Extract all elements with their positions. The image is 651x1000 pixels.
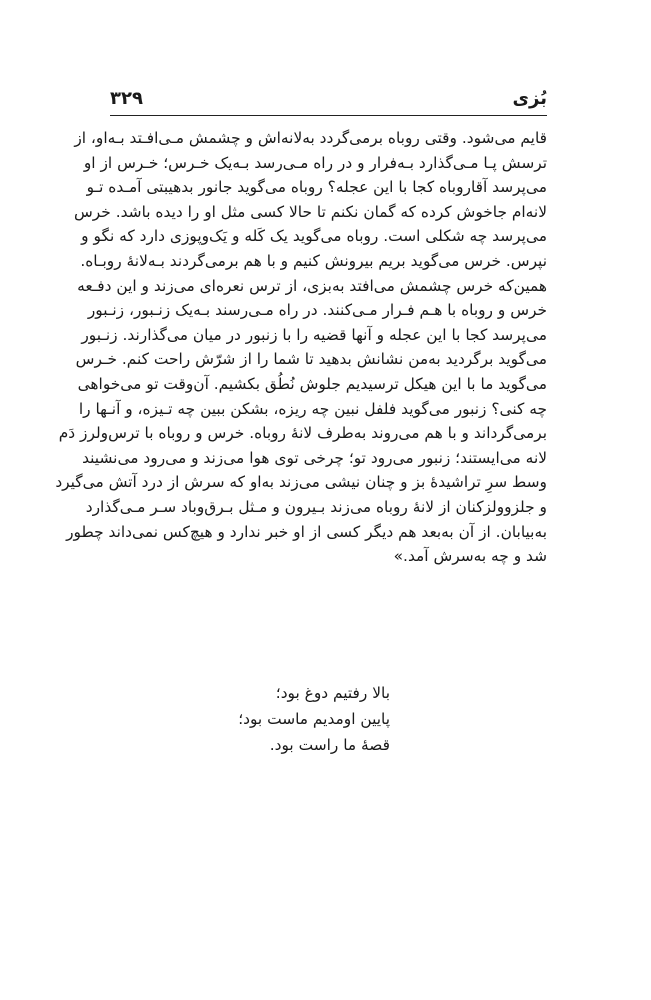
text-line: و جلزوولزکنان از لانهٔ روباه می‌زند بـیرون و مـثل بـرق‌وباد سـر مـی‌گذارد bbox=[85, 497, 547, 516]
text-line: همین‌که خرس چشمش می‌افتد به‌بزی، از ترس نعره‌ای می‌زند و این دفـعه bbox=[77, 276, 547, 295]
text-line: می‌پرسد آقاروباه کجا با این عجله؟ روباه می‌گوید جانور بدهیبتی آمـده تـو bbox=[86, 178, 547, 197]
text-line: لانه‌ام جاخوش کرده که گمان نکنم تا حالا کسی مثل او را دیده باشد. خرس bbox=[74, 202, 547, 221]
text-line: به‌بیابان. از آن به‌بعد هم دیگر کسی از او خبر ندارد و هیچ‌کس نمی‌داند چطور bbox=[66, 522, 547, 541]
text-line: نپرس. خرس می‌گوید بریم بیرونش کنیم و با هم برمی‌گردند بـه‌لانهٔ روبـاه. bbox=[80, 251, 547, 270]
page-header bbox=[110, 88, 547, 114]
text-line: چه کنی؟ زنبور می‌گوید فلفل نبین چه ریزه، بشکن ببین چه تـیزه، و آنـها را bbox=[78, 399, 547, 418]
text-line: می‌پرسد کجا با این عجله و آنها قضیه را با زنبور در میان می‌گذارند. زنـبور bbox=[81, 325, 547, 344]
verse-line: بالا رفتیم دوغ بود؛ bbox=[275, 684, 390, 702]
running-title: بُزی bbox=[512, 88, 547, 109]
text-line: می‌پرسد چه شکلی است. روباه می‌گوید یک کَله و یَک‌وپوزی دارد که نگو و bbox=[81, 227, 547, 246]
text-line-last: شد و چه به‌سرش آمد.» bbox=[393, 547, 547, 566]
text-line: برمی‌گرداند و با هم می‌روند به‌طرف لانهٔ روباه. خرس و روباه با ترس‌ولرز دَم bbox=[58, 424, 547, 443]
text-line: وسط سرِ تراشیدهٔ بز و چنان نیشی می‌زند به‌او که سرش از درد آتش می‌گیرد bbox=[55, 473, 547, 492]
verse-line: قصهٔ ما راست بود. bbox=[269, 736, 390, 754]
text-line: قایم می‌شود. وقتی روباه برمی‌گردد به‌لانه‌اش و چشمش مـی‌افـتد بـه‌او، از bbox=[74, 129, 547, 147]
text-line: می‌گوید برگردید به‌من نشانش بدهید تا شما را از شرّش راحت کنم. خـرس bbox=[75, 350, 547, 369]
text-line: می‌گوید ما با این هیکل ترسیدیم جلوش نُطُق بکشیم. آن‌وقت تو می‌خواهی bbox=[77, 374, 547, 393]
closing-verse bbox=[110, 680, 547, 758]
text-line: خرس و روباه با هـم فـرار مـی‌کنند. در راه مـی‌رسند بـه‌یک زنـبور، زنـبور bbox=[87, 301, 547, 320]
verse-line: پایین اومدیم ماست بود؛ bbox=[238, 710, 390, 728]
header-divider bbox=[110, 115, 547, 116]
text-line: ترسش پـا مـی‌گذارد بـه‌فرار و در راه مـی‌رسد بـه‌یک خـرس؛ خـرس از او bbox=[83, 153, 547, 172]
body-paragraph bbox=[55, 126, 547, 569]
text-line: لانه می‌ایستند؛ زنبور می‌رود تو؛ چرخی توی هوا می‌زند و می‌رود می‌نشیند bbox=[82, 448, 547, 467]
page-number: ۳۲۹ bbox=[110, 88, 143, 109]
